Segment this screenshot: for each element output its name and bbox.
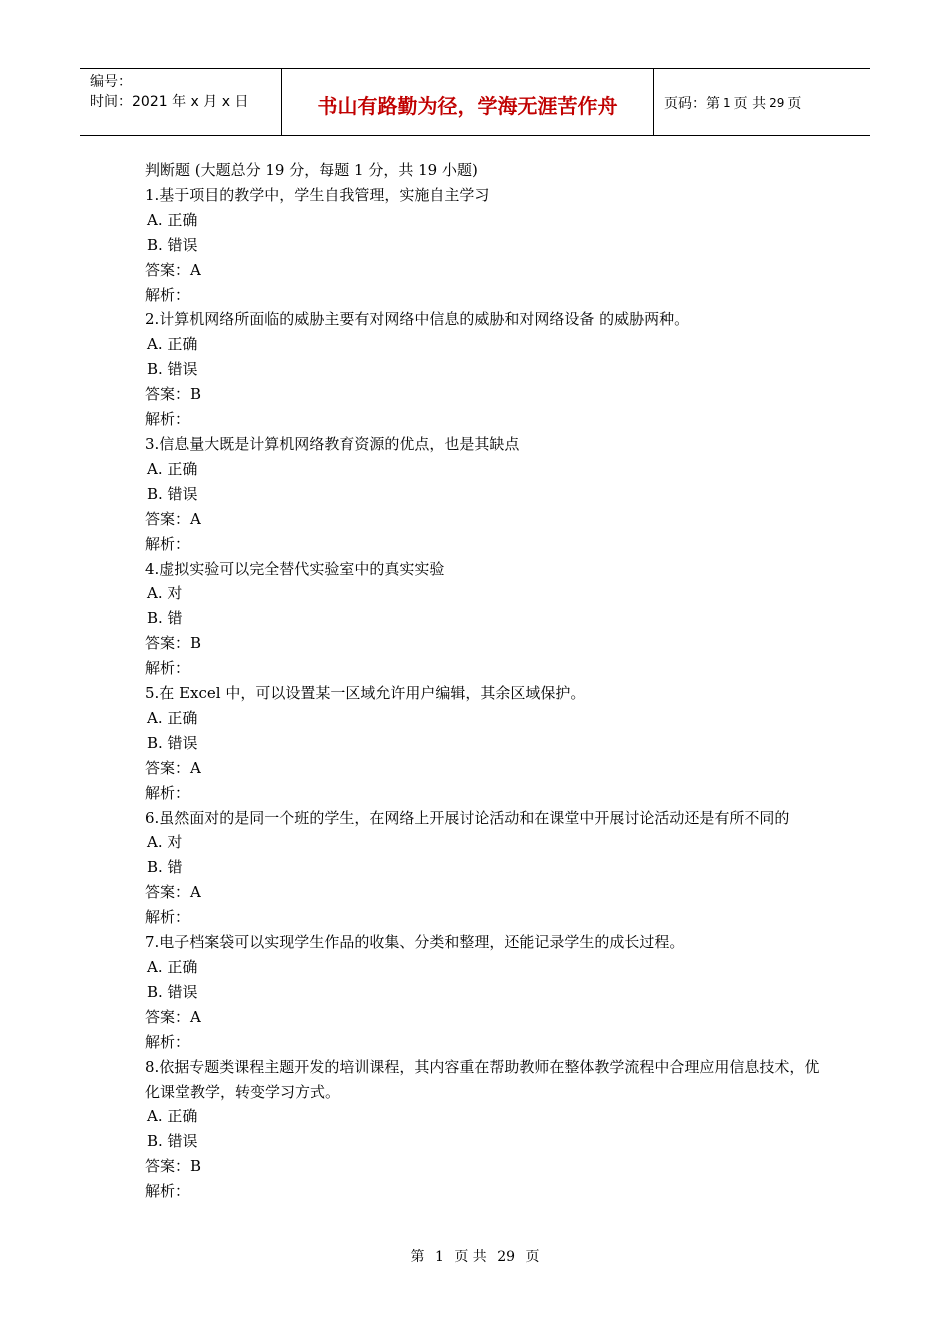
page-footer: [0, 1246, 950, 1266]
page-total: 29: [769, 96, 785, 110]
option-a: A. 正确: [147, 708, 198, 727]
page-header: [80, 68, 870, 136]
footer-suffix: 页: [525, 1249, 540, 1265]
question-text: 7.电子档案袋可以实现学生作品的收集、分类和整理，还能记录学生的成长过程。: [145, 933, 685, 952]
option-a: A. 正确: [147, 335, 198, 354]
option-b: B. 错: [147, 609, 183, 628]
option-a: A. 对: [147, 833, 183, 852]
option-b: B. 错误: [147, 484, 198, 503]
analysis: 解析：: [145, 285, 191, 304]
answer: 答案：A: [145, 260, 201, 279]
question-text: 1.基于项目的教学中，学生自我管理，实施自主学习: [145, 185, 490, 204]
document-body: [145, 158, 825, 1204]
option-b: B. 错误: [147, 733, 198, 752]
page-prefix: 页码：第: [664, 96, 720, 112]
option-a: A. 正确: [147, 958, 198, 976]
question-item: [145, 806, 825, 931]
option-a: A. 正确: [147, 1107, 198, 1126]
header-meta: [80, 69, 282, 135]
answer: 答案：A: [145, 758, 201, 777]
question-item: [145, 557, 825, 682]
option-b: B. 错误: [147, 1132, 198, 1151]
page-suffix: 页: [787, 96, 802, 112]
footer-current: 1: [434, 1249, 444, 1265]
option-b: B. 错: [147, 858, 183, 877]
serial-label: 编号：: [90, 74, 132, 90]
question-item: [145, 432, 825, 557]
question-item: [145, 930, 825, 1055]
question-item: [145, 1055, 825, 1204]
question-text: 6.虽然面对的是同一个班的学生，在网络上开展讨论活动和在课堂中开展讨论活动还是有所不同的: [145, 808, 790, 827]
analysis: 解析：: [145, 534, 191, 553]
question-text: 3.信息量大既是计算机网络教育资源的优点，也是其缺点: [145, 434, 520, 453]
option-a: A. 对: [147, 584, 183, 603]
question-item: [145, 681, 825, 806]
header-motto: 书山有路勤为径，学海无涯苦作舟: [282, 69, 654, 135]
answer: 答案：A: [145, 1007, 201, 1026]
option-b: B. 错误: [147, 360, 198, 379]
answer: 答案：B: [145, 1157, 202, 1176]
analysis: 解析：: [145, 908, 191, 927]
header-page-number: [654, 69, 870, 135]
question-text: 8.依据专题类课程主题开发的培训课程，其内容重在帮助教师在整体教学流程中合理应用信息技术，优化课堂教学，转变学习方式。: [145, 1057, 820, 1101]
footer-mid: 页 共: [454, 1249, 487, 1265]
answer: 答案：A: [145, 883, 201, 902]
analysis: 解析：: [145, 783, 191, 802]
question-text: 4.虚拟实验可以完全替代实验室中的真实实验: [145, 559, 445, 578]
page-current: 1: [723, 96, 731, 110]
answer: 答案：B: [145, 634, 202, 653]
analysis: 解析：: [145, 1182, 191, 1201]
date-label: 时间：2021 年 x 月 x 日: [90, 94, 249, 110]
footer-prefix: 第: [410, 1249, 425, 1265]
option-b: B. 错误: [147, 235, 198, 254]
option-a: A. 正确: [147, 210, 198, 229]
answer: 答案：B: [145, 385, 202, 404]
analysis: 解析：: [145, 659, 191, 678]
answer: 答案：A: [145, 509, 201, 528]
footer-total: 29: [497, 1249, 516, 1265]
question-item: [145, 307, 825, 432]
analysis: 解析：: [145, 410, 191, 429]
question-text: 5.在 Excel 中，可以设置某一区域允许用户编辑，其余区域保护。: [145, 684, 586, 703]
section-title: 判断题 (大题总分 19 分，每题 1 分，共 19 小题): [145, 161, 478, 179]
page-mid: 页 共: [733, 96, 767, 112]
analysis: 解析：: [145, 1032, 191, 1051]
question-item: [145, 183, 825, 308]
option-b: B. 错误: [147, 982, 198, 1001]
question-text: 2.计算机网络所面临的威胁主要有对网络中信息的威胁和对网络设备 的威胁两种。: [145, 310, 690, 329]
option-a: A. 正确: [147, 459, 198, 478]
